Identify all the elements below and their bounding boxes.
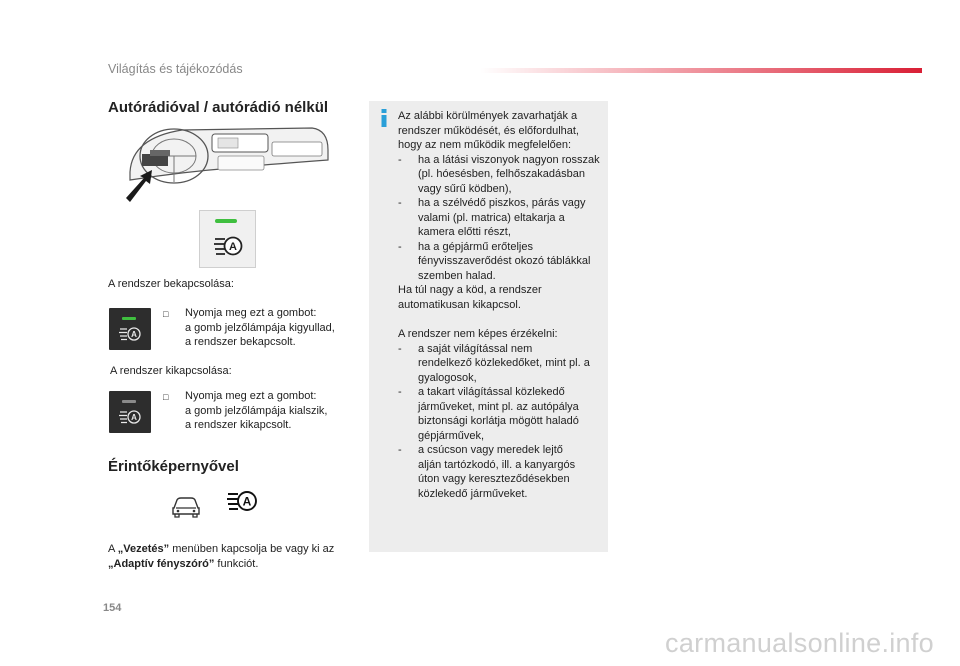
- adaptive-headlamp-icon: [119, 326, 141, 342]
- svg-text:A: A: [131, 330, 137, 339]
- menu-instruction: A „Vezetés” menüben kapcsolja be vagy ki az „Adaptív fényszóró” funkciót.: [108, 543, 335, 570]
- car-icon: [170, 494, 202, 518]
- adaptive-headlamp-icon: [226, 489, 258, 513]
- adaptive-headlamp-icon: [119, 409, 141, 425]
- indicator-led-on: [215, 219, 237, 223]
- svg-text:A: A: [131, 413, 137, 422]
- info-icon: [378, 109, 390, 127]
- page-number: 154: [103, 602, 122, 614]
- watermark: carmanualsonline.info: [665, 628, 934, 658]
- switch-on-label: A rendszer bekapcsolása:: [108, 278, 234, 290]
- switch-off-label: A rendszer kikapcsolása:: [110, 365, 232, 377]
- indicator-led-on: [122, 317, 136, 320]
- header-accent-bar: [480, 68, 922, 73]
- checkbox-bullet-icon: □: [163, 309, 169, 319]
- heading-touchscreen: Érintőképernyővel: [108, 458, 239, 475]
- switch-on-step: □ Nyomja meg ezt a gombot: a gomb jelzőlámpája kigyullad, a rendszer bekapcsolt.: [163, 307, 335, 348]
- section-title: Világítás és tájékozódás: [108, 62, 243, 76]
- button-off-photo: [109, 391, 151, 433]
- adaptive-headlamp-button-illustration: [199, 210, 256, 268]
- dashboard-illustration: [122, 120, 334, 202]
- heading-with-radio: Autórádióval / autórádió nélkül: [108, 99, 329, 116]
- button-on-photo: [109, 308, 151, 350]
- svg-text:A: A: [242, 494, 252, 509]
- indicator-led-off: [122, 400, 136, 403]
- switch-off-step: □ Nyomja meg ezt a gombot: a gomb jelzőlámpája kialszik, a rendszer kikapcsolt.: [163, 390, 328, 431]
- adaptive-headlamp-icon: [213, 235, 243, 257]
- info-text: Az alábbi körülmények zavarhatják a rendszer működését, és előfordulhat, hogy az nem működik megfelelően: - ha a látási viszonyok nagyon rosszak (pl. hóesésben, felhőszakadásban vagy sűrű ködben), - ha a szélvédő piszkos, párás vagy valami (pl. matrica) eltakarja a kamera előtti részt, - ha a gépjármű erőteljes fényvisszaverődést okozó táblákkal szemben halad. Ha túl nagy a köd, a rendszer automatikusan kikapcsol. A rendszer nem képes érzékelni: - a saját világítással nem rendelkező közlekedőket, mint pl. a gyalogosok, - a takart világítással közlekedő járműveket, mint pl. az autópálya biztonsági korlátja mögött haladó gépjárművek, - a csúcson vagy meredek lejtő alján tartózkodó, ill. a kanyargós úton vagy kereszteződésekben közlekedő járműveket.: [398, 110, 600, 500]
- svg-text:A: A: [229, 241, 237, 253]
- checkbox-bullet-icon: □: [163, 392, 169, 402]
